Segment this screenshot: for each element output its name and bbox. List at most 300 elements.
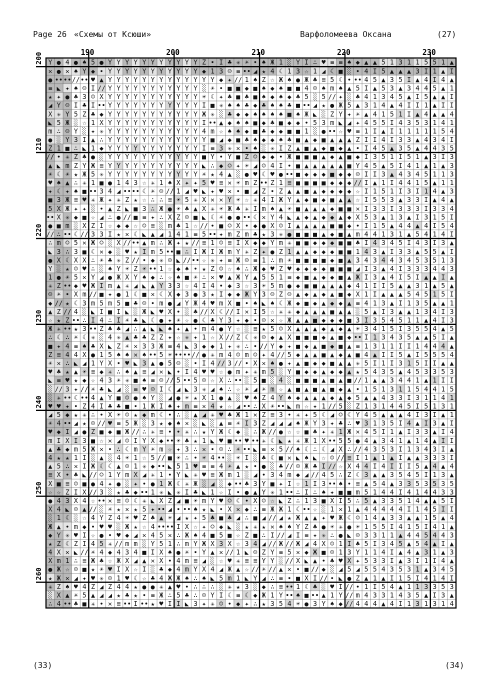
stitch-symbol: ■ [65,145,69,153]
stitch-symbol: ☾ [159,291,163,299]
stitch-symbol: ∴ [253,402,257,410]
stitch-symbol: 1 [364,385,368,393]
stitch-symbol: 3 [424,308,428,316]
stitch-symbol: ★ [202,265,206,273]
stitch-symbol: ▲ [347,299,351,307]
stitch-symbol: 1 [416,437,420,445]
stitch-symbol: ✳ [228,145,232,153]
stitch-symbol: ◆ [322,291,326,299]
stitch-symbol: ■ [176,248,180,256]
stitch-symbol: 4 [441,394,445,402]
stitch-symbol: I [450,102,454,110]
stitch-symbol: ● [100,59,104,67]
stitch-symbol: 3 [424,428,428,436]
stitch-symbol: 3 [176,282,180,290]
stitch-symbol: Ж [236,411,240,419]
stitch-symbol: I [202,119,206,127]
stitch-symbol: ◢ [356,265,360,273]
stitch-symbol: ▲ [373,308,377,316]
stitch-symbol: Y [108,394,112,402]
stitch-symbol: 3 [407,248,411,256]
stitch-symbol: ≡ [270,411,274,419]
stitch-symbol: ▲ [433,282,437,290]
stitch-symbol: ▲ [322,222,326,230]
stitch-symbol: ◆ [236,291,240,299]
stitch-symbol: Y [108,84,112,92]
stitch-symbol: ■ [296,153,300,161]
stitch-symbol: ░ [185,307,189,316]
stitch-symbol: ▲ [416,248,420,256]
stitch-symbol: ▲ [125,334,129,342]
stitch-symbol: Y [168,162,172,170]
stitch-symbol: Y [134,136,138,144]
stitch-symbol: ░ [125,479,129,488]
stitch-symbol: 4 [433,488,437,496]
stitch-symbol: ∙ [211,445,215,453]
stitch-symbol: Ж [65,205,69,213]
stitch-symbol: ≡ [159,428,163,436]
stitch-symbol: ● [151,480,155,488]
stitch-symbol: ∙ [253,317,257,325]
stitch-symbol: 1 [381,454,385,462]
stitch-symbol: ▲ [347,136,351,144]
stitch-symbol: 5 [416,463,420,471]
stitch-symbol: 1 [211,488,215,496]
stitch-symbol: 3 [142,342,146,350]
stitch-symbol: ∕∕ [63,308,71,316]
stitch-symbol: Z [159,334,163,342]
stitch-symbol: 5 [424,170,428,178]
stitch-symbol: ▲ [339,394,343,402]
stitch-symbol: Z [236,231,240,239]
stitch-symbol: ☀ [193,497,197,505]
stitch-symbol: 4 [211,325,215,333]
stitch-symbol: I [373,359,377,367]
stitch-symbol: •• [183,377,191,385]
stitch-symbol: ☀ [219,213,223,221]
stitch-symbol: Y [108,162,112,170]
stitch-symbol: ☆ [202,256,206,264]
stitch-symbol: ▲ [313,308,317,316]
stitch-symbol: 5 [279,445,283,453]
stitch-symbol: ♠ [339,480,343,488]
stitch-symbol: ■ [117,428,121,436]
stitch-symbol: Y [117,119,121,127]
stitch-symbol: 3 [381,497,385,505]
stitch-symbol: 5 [373,480,377,488]
stitch-symbol: ✕ [236,145,240,153]
stitch-symbol: ◣ [185,385,189,393]
stitch-symbol: ■ [322,256,326,264]
stitch-symbol: ■ [330,377,334,385]
stitch-symbol: Y [185,145,189,153]
stitch-symbol: ♣ [125,488,129,496]
stitch-symbol: 5 [424,291,428,299]
stitch-symbol: 4 [424,342,428,350]
stitch-symbol: ▲ [416,136,420,144]
stitch-symbol: 1 [450,411,454,419]
stitch-symbol: Y [176,84,180,92]
stitch-symbol: 3 [390,385,394,393]
stitch-symbol: ▲ [91,136,95,144]
stitch-symbol: 1 [74,454,78,462]
stitch-symbol: ∕∕ [337,454,345,462]
stitch-symbol: 3 [381,205,385,213]
stitch-symbol: 5 [381,145,385,153]
stitch-symbol: 4 [364,76,368,84]
stitch-symbol: ◆ [347,291,351,299]
stitch-symbol: 4 [228,351,232,359]
stitch-symbol: ▲ [296,222,300,230]
stitch-symbol: ✳ [91,334,95,342]
stitch-symbol: 5 [108,351,112,359]
stitch-symbol: ■ [57,480,61,488]
stitch-symbol: 5 [381,59,385,67]
stitch-symbol: ◆ [356,153,360,161]
stitch-symbol: I [185,368,189,376]
stitch-symbol: ■ [48,342,52,350]
stitch-symbol: ▲ [296,359,300,367]
stitch-symbol: ♥ [202,368,206,376]
stitch-symbol: 1 [381,402,385,410]
stitch-symbol: Y [125,59,129,67]
stitch-symbol: m [296,402,300,410]
stitch-symbol: 5 [450,385,454,393]
stitch-symbol: Ж [219,248,223,256]
stitch-symbol: 1 [424,282,428,290]
stitch-symbol: Z [151,334,155,342]
stitch-symbol: ░ [82,126,86,135]
stitch-symbol: 1 [159,179,163,187]
stitch-symbol: 1 [364,454,368,462]
stitch-symbol: ▲ [424,377,428,385]
stitch-symbol: ♥ [211,368,215,376]
stitch-symbol: Y [142,110,146,118]
stitch-symbol: ■ [296,342,300,350]
stitch-symbol: 5 [364,497,368,505]
stitch-symbol: 3 [108,377,112,385]
stitch-symbol: 4 [433,308,437,316]
stitch-symbol: ◣ [74,359,78,367]
stitch-symbol: I [202,282,206,290]
stitch-symbol: ☀ [176,205,180,213]
stitch-symbol: Ж [82,170,86,178]
stitch-symbol: ■ [91,437,95,445]
stitch-symbol: 4 [279,213,283,221]
stitch-symbol: ♠ [82,59,86,67]
stitch-symbol: ▲ [305,205,309,213]
stitch-symbol: Х [82,351,86,359]
stitch-symbol: Z [211,265,215,273]
stitch-symbol: ☺ [91,420,95,428]
stitch-symbol: 4 [398,377,402,385]
stitch-symbol: 4 [398,170,402,178]
stitch-symbol: 5 [125,420,129,428]
stitch-symbol: 3 [100,488,104,496]
stitch-symbol: ✦ [245,368,249,376]
stitch-symbol: ◢ [330,445,334,453]
stitch-symbol: ♥ [65,377,69,385]
stitch-symbol: •• [89,325,97,333]
stitch-symbol: ◆ [313,136,317,144]
stitch-symbol: 1 [433,170,437,178]
stitch-symbol: ∕∕ [89,291,97,299]
stitch-symbol: ◆ [339,317,343,325]
stitch-symbol: 3 [407,84,411,92]
stitch-symbol: Х [82,256,86,264]
stitch-symbol: ✦ [219,256,223,264]
stitch-symbol: 4 [450,205,454,213]
stitch-symbol: 1 [202,437,206,445]
stitch-symbol: Y [125,84,129,92]
stitch-symbol: ♥ [211,179,215,187]
stitch-symbol: ♣ [287,102,291,110]
stitch-symbol: ∕∕ [277,351,285,359]
stitch-symbol: Ж [91,282,95,290]
stitch-symbol: ▲ [441,188,445,196]
stitch-symbol: ◢ [253,471,257,479]
stitch-symbol: 1 [125,291,129,299]
stitch-symbol: ✦ [228,76,232,84]
stitch-symbol: 3 [424,480,428,488]
stitch-symbol: ∙ [211,222,215,230]
stitch-symbol: ■ [236,153,240,161]
stitch-symbol: 3 [424,368,428,376]
stitch-symbol: ☀ [125,342,129,350]
stitch-symbol: ■ [57,222,61,230]
stitch-symbol: 3 [433,445,437,453]
stitch-symbol: ★ [262,67,266,75]
stitch-symbol: ✳ [100,127,104,135]
stitch-symbol: ▲ [142,325,146,333]
stitch-symbol: ☆ [279,385,283,393]
stitch-symbol: 4 [424,222,428,230]
stitch-symbol: 3 [450,368,454,376]
stitch-symbol: 3 [407,480,411,488]
stitch-symbol: ■ [347,205,351,213]
stitch-symbol: Х [219,334,223,342]
stitch-symbol: Y [193,162,197,170]
stitch-symbol: ★ [245,463,249,471]
stitch-symbol: I [74,488,78,496]
stitch-symbol: ◆ [270,136,274,144]
stitch-symbol: ▲ [236,463,240,471]
stitch-symbol: 1 [305,127,309,135]
stitch-symbol: ◆ [74,213,78,221]
stitch-symbol: ☆ [322,454,326,462]
stitch-symbol: ◆ [287,93,291,101]
stitch-symbol: 1 [185,231,189,239]
stitch-symbol: Ж [305,463,309,471]
stitch-symbol: ∕∕ [72,76,80,84]
stitch-symbol: ✳ [91,196,95,204]
stitch-symbol: ◣ [125,308,129,316]
stitch-symbol: ≡ [134,385,138,393]
stitch-symbol: ■ [185,497,189,505]
stitch-symbol: ★ [82,420,86,428]
stitch-symbol: 3 [398,213,402,221]
stitch-symbol: ◢ [202,411,206,419]
stitch-symbol: Y [168,145,172,153]
stitch-symbol: 5 [159,248,163,256]
stitch-symbol: ♣ [134,317,138,325]
stitch-symbol: 4 [390,334,394,342]
stitch-symbol: ◣ [279,497,283,505]
stitch-symbol: ■ [108,308,112,316]
stitch-symbol: Х [322,437,326,445]
stitch-symbol: Y [108,136,112,144]
stitch-symbol: 4 [270,162,274,170]
stitch-symbol: 1 [57,145,61,153]
stitch-symbol: I [433,222,437,230]
stitch-symbol: ☺ [330,454,334,462]
stitch-symbol: ≡ [262,445,266,453]
stitch-symbol: 5 [313,119,317,127]
stitch-symbol: ♠ [168,325,172,333]
stitch-symbol: ☺ [65,127,69,135]
stitch-symbol: ● [279,170,283,178]
stitch-symbol: I [253,205,257,213]
stitch-symbol: Y [219,317,223,325]
stitch-symbol: 4 [211,282,215,290]
stitch-symbol: ★ [65,299,69,307]
stitch-symbol: I [398,162,402,170]
stitch-symbol: 3 [262,291,266,299]
stitch-symbol: Y [151,110,155,118]
stitch-symbol: Х [57,256,61,264]
stitch-symbol: ∕∕ [191,351,199,359]
page-label: Page 26 [33,30,67,39]
stitch-symbol: 4 [74,308,78,316]
stitch-symbol: ◆ [125,222,129,230]
stitch-symbol: ∙ [253,59,257,67]
stitch-symbol: ✕ [270,445,274,453]
stitch-symbol: ✦ [279,480,283,488]
stitch-symbol: ✕ [356,428,360,436]
stitch-symbol: I [441,437,445,445]
stitch-symbol: ▲ [441,162,445,170]
stitch-symbol: 3 [373,317,377,325]
stitch-symbol: ☺ [228,222,232,230]
stitch-symbol: I [398,445,402,453]
stitch-symbol: ☺ [125,411,129,419]
stitch-symbol: ∙ [168,471,172,479]
stitch-symbol: ≡ [356,480,360,488]
stitch-symbol: 3 [373,274,377,282]
stitch-symbol: 4 [364,351,368,359]
stitch-symbol: ✕ [228,179,232,187]
stitch-symbol: 5 [450,480,454,488]
stitch-symbol: Х [65,437,69,445]
stitch-symbol: ◆ [322,188,326,196]
stitch-symbol: 1 [416,162,420,170]
stitch-symbol: ✕ [262,359,266,367]
stitch-symbol: I [390,463,394,471]
stitch-symbol: m [202,325,206,333]
stitch-symbol: ■ [305,359,309,367]
stitch-symbol: ▲ [450,76,454,84]
stitch-symbol: m [82,291,86,299]
stitch-symbol: ■ [253,93,257,101]
stitch-symbol: 5 [373,428,377,436]
stitch-symbol: 1 [211,67,215,75]
stitch-symbol: ▲ [398,368,402,376]
stitch-symbol: ☀ [151,188,155,196]
stitch-symbol: 3 [407,325,411,333]
stitch-symbol: I [398,488,402,496]
stitch-symbol: m [245,351,249,359]
stitch-symbol: Ж [100,196,104,204]
stitch-symbol: ☆ [245,196,249,204]
stitch-symbol: Z [74,162,78,170]
stitch-symbol: Y [193,59,197,67]
stitch-symbol: ■ [296,377,300,385]
stitch-symbol: Ж [356,274,360,282]
stitch-symbol: Y [159,110,163,118]
stitch-symbol: ☾ [245,334,249,342]
stitch-symbol: I [407,76,411,84]
stitch-symbol: ♠ [287,394,291,402]
stitch-symbol: 3 [381,170,385,178]
stitch-symbol: 3 [373,153,377,161]
stitch-symbol: ■ [305,145,309,153]
stitch-symbol: ▲ [441,299,445,307]
stitch-symbol: ♣ [185,437,189,445]
stitch-symbol: m [125,471,129,479]
stitch-symbol: ■ [211,102,215,110]
stitch-symbol: ∴ [347,445,351,453]
stitch-symbol: 3 [398,334,402,342]
stitch-symbol: Y [108,119,112,127]
stitch-symbol: ◣ [142,317,146,325]
stitch-symbol: ✕ [270,317,274,325]
stitch-symbol: I [236,239,240,247]
stitch-symbol: ◣ [185,342,189,350]
stitch-symbol: I [450,420,454,428]
stitch-symbol: Ж [142,308,146,316]
stitch-symbol: I [100,222,104,230]
stitch-symbol: ▲ [407,231,411,239]
stitch-symbol: •• [63,76,71,84]
stitch-symbol: I [441,445,445,453]
stitch-symbol: Y [185,102,189,110]
stitch-symbol: Y [134,162,138,170]
stitch-symbol: ● [228,213,232,221]
stitch-symbol: 1 [450,84,454,92]
stitch-symbol: 1 [373,420,377,428]
stitch-symbol: ▲ [305,136,309,144]
stitch-symbol: Y [168,136,172,144]
stitch-symbol: ∙ [142,256,146,264]
stitch-symbol: m [74,445,78,453]
stitch-symbol: ◢ [211,385,215,393]
stitch-symbol: 3 [193,385,197,393]
stitch-symbol: ▲ [339,359,343,367]
stitch-symbol: ■ [296,334,300,342]
stitch-symbol: Z [125,256,129,264]
stitch-symbol: ■ [296,102,300,110]
stitch-symbol: ∙ [100,411,104,419]
stitch-symbol: ░ [193,419,197,428]
stitch-symbol: ♥ [347,127,351,135]
stitch-symbol: ☀ [219,205,223,213]
stitch-symbol: ★ [193,394,197,402]
stitch-symbol: ◆ [262,136,266,144]
stitch-symbol: I [398,265,402,273]
stitch-symbol: ✦ [176,402,180,410]
stitch-symbol: ✳ [125,282,129,290]
stitch-symbol: 4 [108,334,112,342]
